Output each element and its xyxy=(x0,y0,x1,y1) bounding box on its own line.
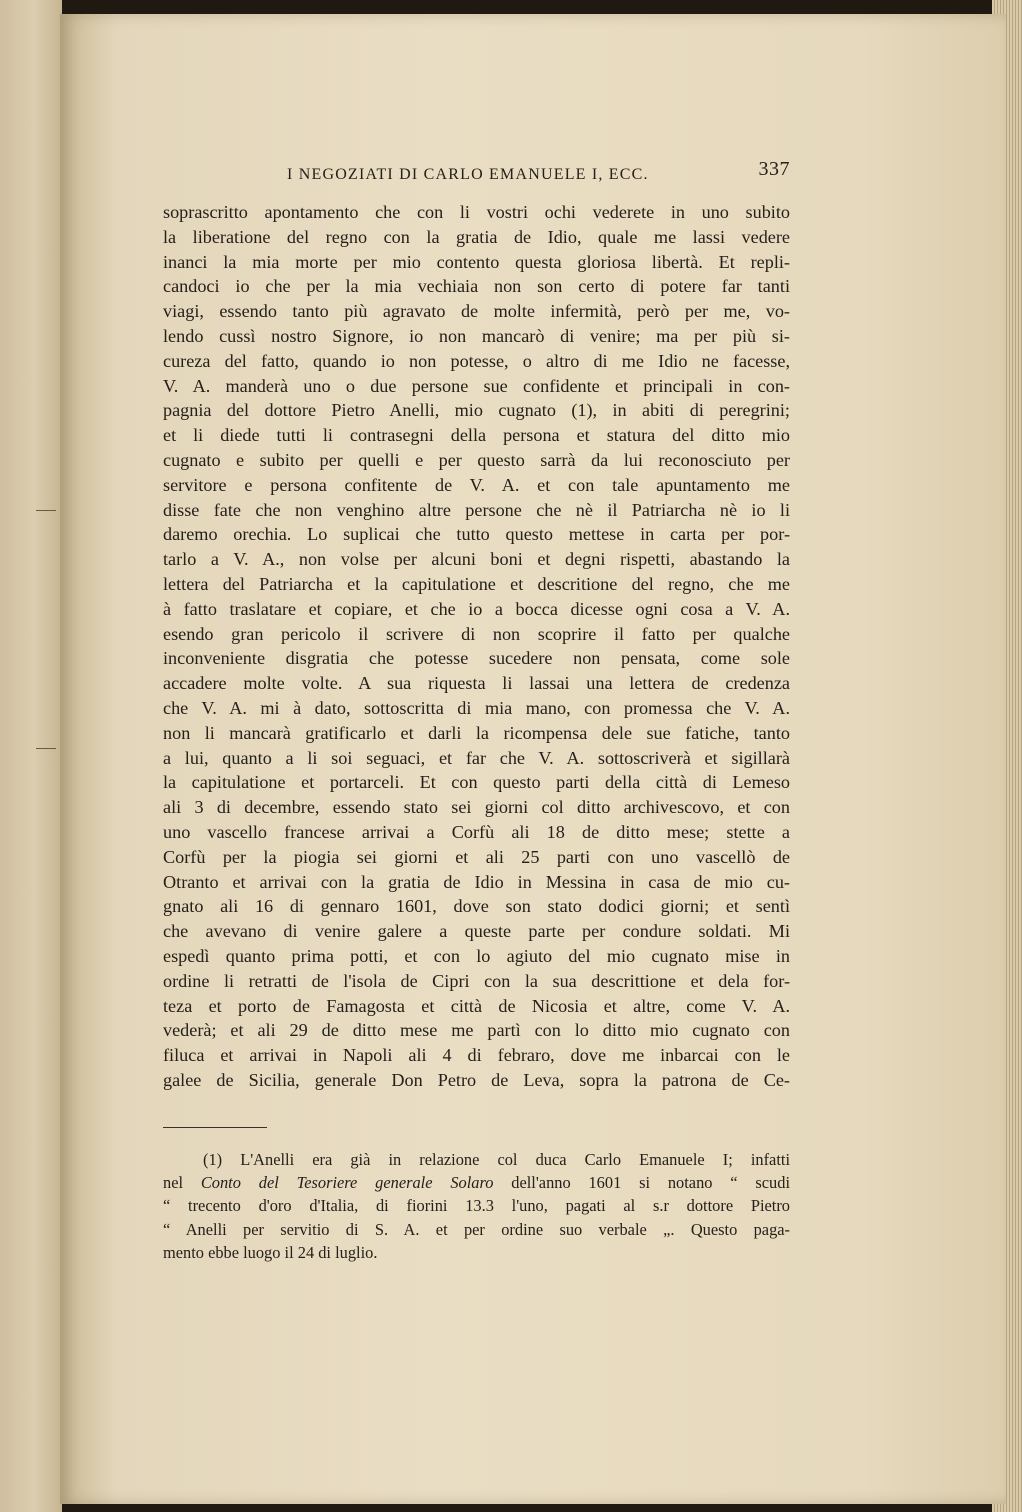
body-line: inanci la mia morte per mio contento questa gloriosa libertà. Et repli- xyxy=(163,251,790,272)
margin-mark xyxy=(36,748,56,749)
body-line: et li diede tutti li contrasegni della persona et statura del ditto mio xyxy=(163,425,790,446)
footnote-line: mento ebbe luogo il 24 di luglio. xyxy=(163,1242,378,1262)
body-line: filuca et arrivai in Napoli ali 4 di febraro, dove me inbarcai con le xyxy=(163,1045,790,1066)
body-line: inconveniente disgratia che potesse sucedere non pensata, come sole xyxy=(163,648,790,669)
body-line: lendo cussì nostro Signore, io non mancarò di venire; ma per più si- xyxy=(163,325,790,346)
body-line: esendo gran pericolo il scrivere di non scoprire il fatto per qualche xyxy=(163,623,790,644)
body-line: daremo orechia. Lo suplicai che tutto questo mettese in carta per por- xyxy=(163,524,790,545)
margin-mark xyxy=(36,510,56,511)
footnote-rule xyxy=(163,1127,267,1128)
body-line: Otranto et arrivai con la gratia de Idio in Messina in casa de mio cu- xyxy=(163,871,790,892)
body-line: soprascritto apontamento che con li vostri ochi vederete in uno subito xyxy=(163,202,790,222)
book-page xyxy=(60,14,1006,1504)
body-line: uno vascello francese arrivai a Corfù ali 18 de ditto mese; stette a xyxy=(163,821,790,842)
text-block xyxy=(163,154,790,1264)
body-line: gnato ali 16 di gennaro 1601, dove son stato dodici giorni; et sentì xyxy=(163,896,790,917)
body-line: non li mancarà gratificarlo et darli la ricompensa dele sue fatiche, tanto xyxy=(163,722,790,743)
body-line: accadere molte volte. A sua riquesta li lassai una lettera de credenza xyxy=(163,673,790,694)
body-line: viagi, essendo tanto più agravato de molte infermità, però per me, vo- xyxy=(163,301,790,322)
body-line: che V. A. mi à dato, sottoscritta di mia mano, con promessa che V. A. xyxy=(163,697,790,718)
footnote-line: (1) L'Anelli era già in relazione col duca Carlo Emanuele I; infatti xyxy=(203,1149,790,1169)
body-line: lettera del Patriarcha et la capitulatione et descritione del regno, che me xyxy=(163,573,790,594)
body-line: teza et porto de Famagosta et città de Nicosia et altre, come V. A. xyxy=(163,995,790,1016)
body-line: cugnato e subito per quelli e per questo sarrà da lui reconosciuto per xyxy=(163,449,790,470)
body-line: tarlo a V. A., non volse per alcuni boni et degni rispetti, abastando la xyxy=(163,549,790,570)
footnote-line: “ trecento d'oro d'Italia, di fiorini 13.3 l'uno, pagati al s.r dottore Pietro xyxy=(163,1196,790,1216)
body-line: ordine li retratti de l'isola de Cipri con la sua descrittione et dela for- xyxy=(163,970,790,991)
body-line: la capitulatione et portarceli. Et con questo parti della città di Lemeso xyxy=(163,772,790,793)
body-line: à fatto traslatare et copiare, et che io a bocca dicesse ogni cosa a V. A. xyxy=(163,598,790,619)
body-line: espedì quanto prima potti, et con lo agiuto del mio cugnato mise in xyxy=(163,945,790,966)
running-title: I NEGOZIATI DI CARLO EMANUELE I, ECC. xyxy=(287,166,649,183)
body-line: che avevano di venire galere a queste parte per condure soldati. Mi xyxy=(163,921,790,942)
footnote-italic-title: Conto del Tesoriere generale Solaro xyxy=(200,1172,494,1192)
body-line: servitore e persona confitente de V. A. et con tale apuntamento me xyxy=(163,474,790,495)
body-line: a lui, quanto a li soi seguaci, et far che V. A. sottoscriverà et sigillarà xyxy=(163,747,790,768)
page-number: 337 xyxy=(758,158,790,180)
footnote xyxy=(163,1148,790,1264)
body-line: ali 3 di decembre, essendo stato sei giorni col ditto archivescovo, et con xyxy=(163,797,790,818)
body-line: Corfù per la piogia sei giorni et ali 25 parti con uno vascellò de xyxy=(163,846,790,867)
body-line: cureza del fatto, quando io non potesse, o altro di me Idio ne facesse, xyxy=(163,350,790,371)
body-line: V. A. manderà uno o due persone sue confidente et principali in con- xyxy=(163,375,790,396)
footnote-text: dell'anno 1601 si notano “ scudi xyxy=(493,1172,790,1192)
body-line: la liberatione del regno con la gratia de Idio, quale me lassi vedere xyxy=(163,226,790,247)
footnote-line: “ Anelli per servitio di S. A. et per ordine suo verbale „. Questo paga- xyxy=(163,1219,790,1239)
body-line: vederà; et ali 29 de ditto mese me partì con lo ditto mio cugnato con xyxy=(163,1020,790,1041)
body-line: disse fate che non venghino altre persone che nè il Patriarcha nè io li xyxy=(163,499,790,520)
left-page-edge xyxy=(0,0,62,1512)
footnote-line xyxy=(163,1171,790,1194)
footnote-text: nel xyxy=(163,1172,201,1192)
running-head xyxy=(163,154,790,188)
body-line: galee de Sicilia, generale Don Petro de Leva, sopra la patrona de Ce- xyxy=(163,1069,790,1090)
body-text xyxy=(163,200,790,1093)
body-line: pagnia del dottore Pietro Anelli, mio cugnato (1), in abiti di peregrini; xyxy=(163,400,790,421)
body-line: candoci io che per la mia vechiaia non son certo di potere far tanti xyxy=(163,276,790,297)
